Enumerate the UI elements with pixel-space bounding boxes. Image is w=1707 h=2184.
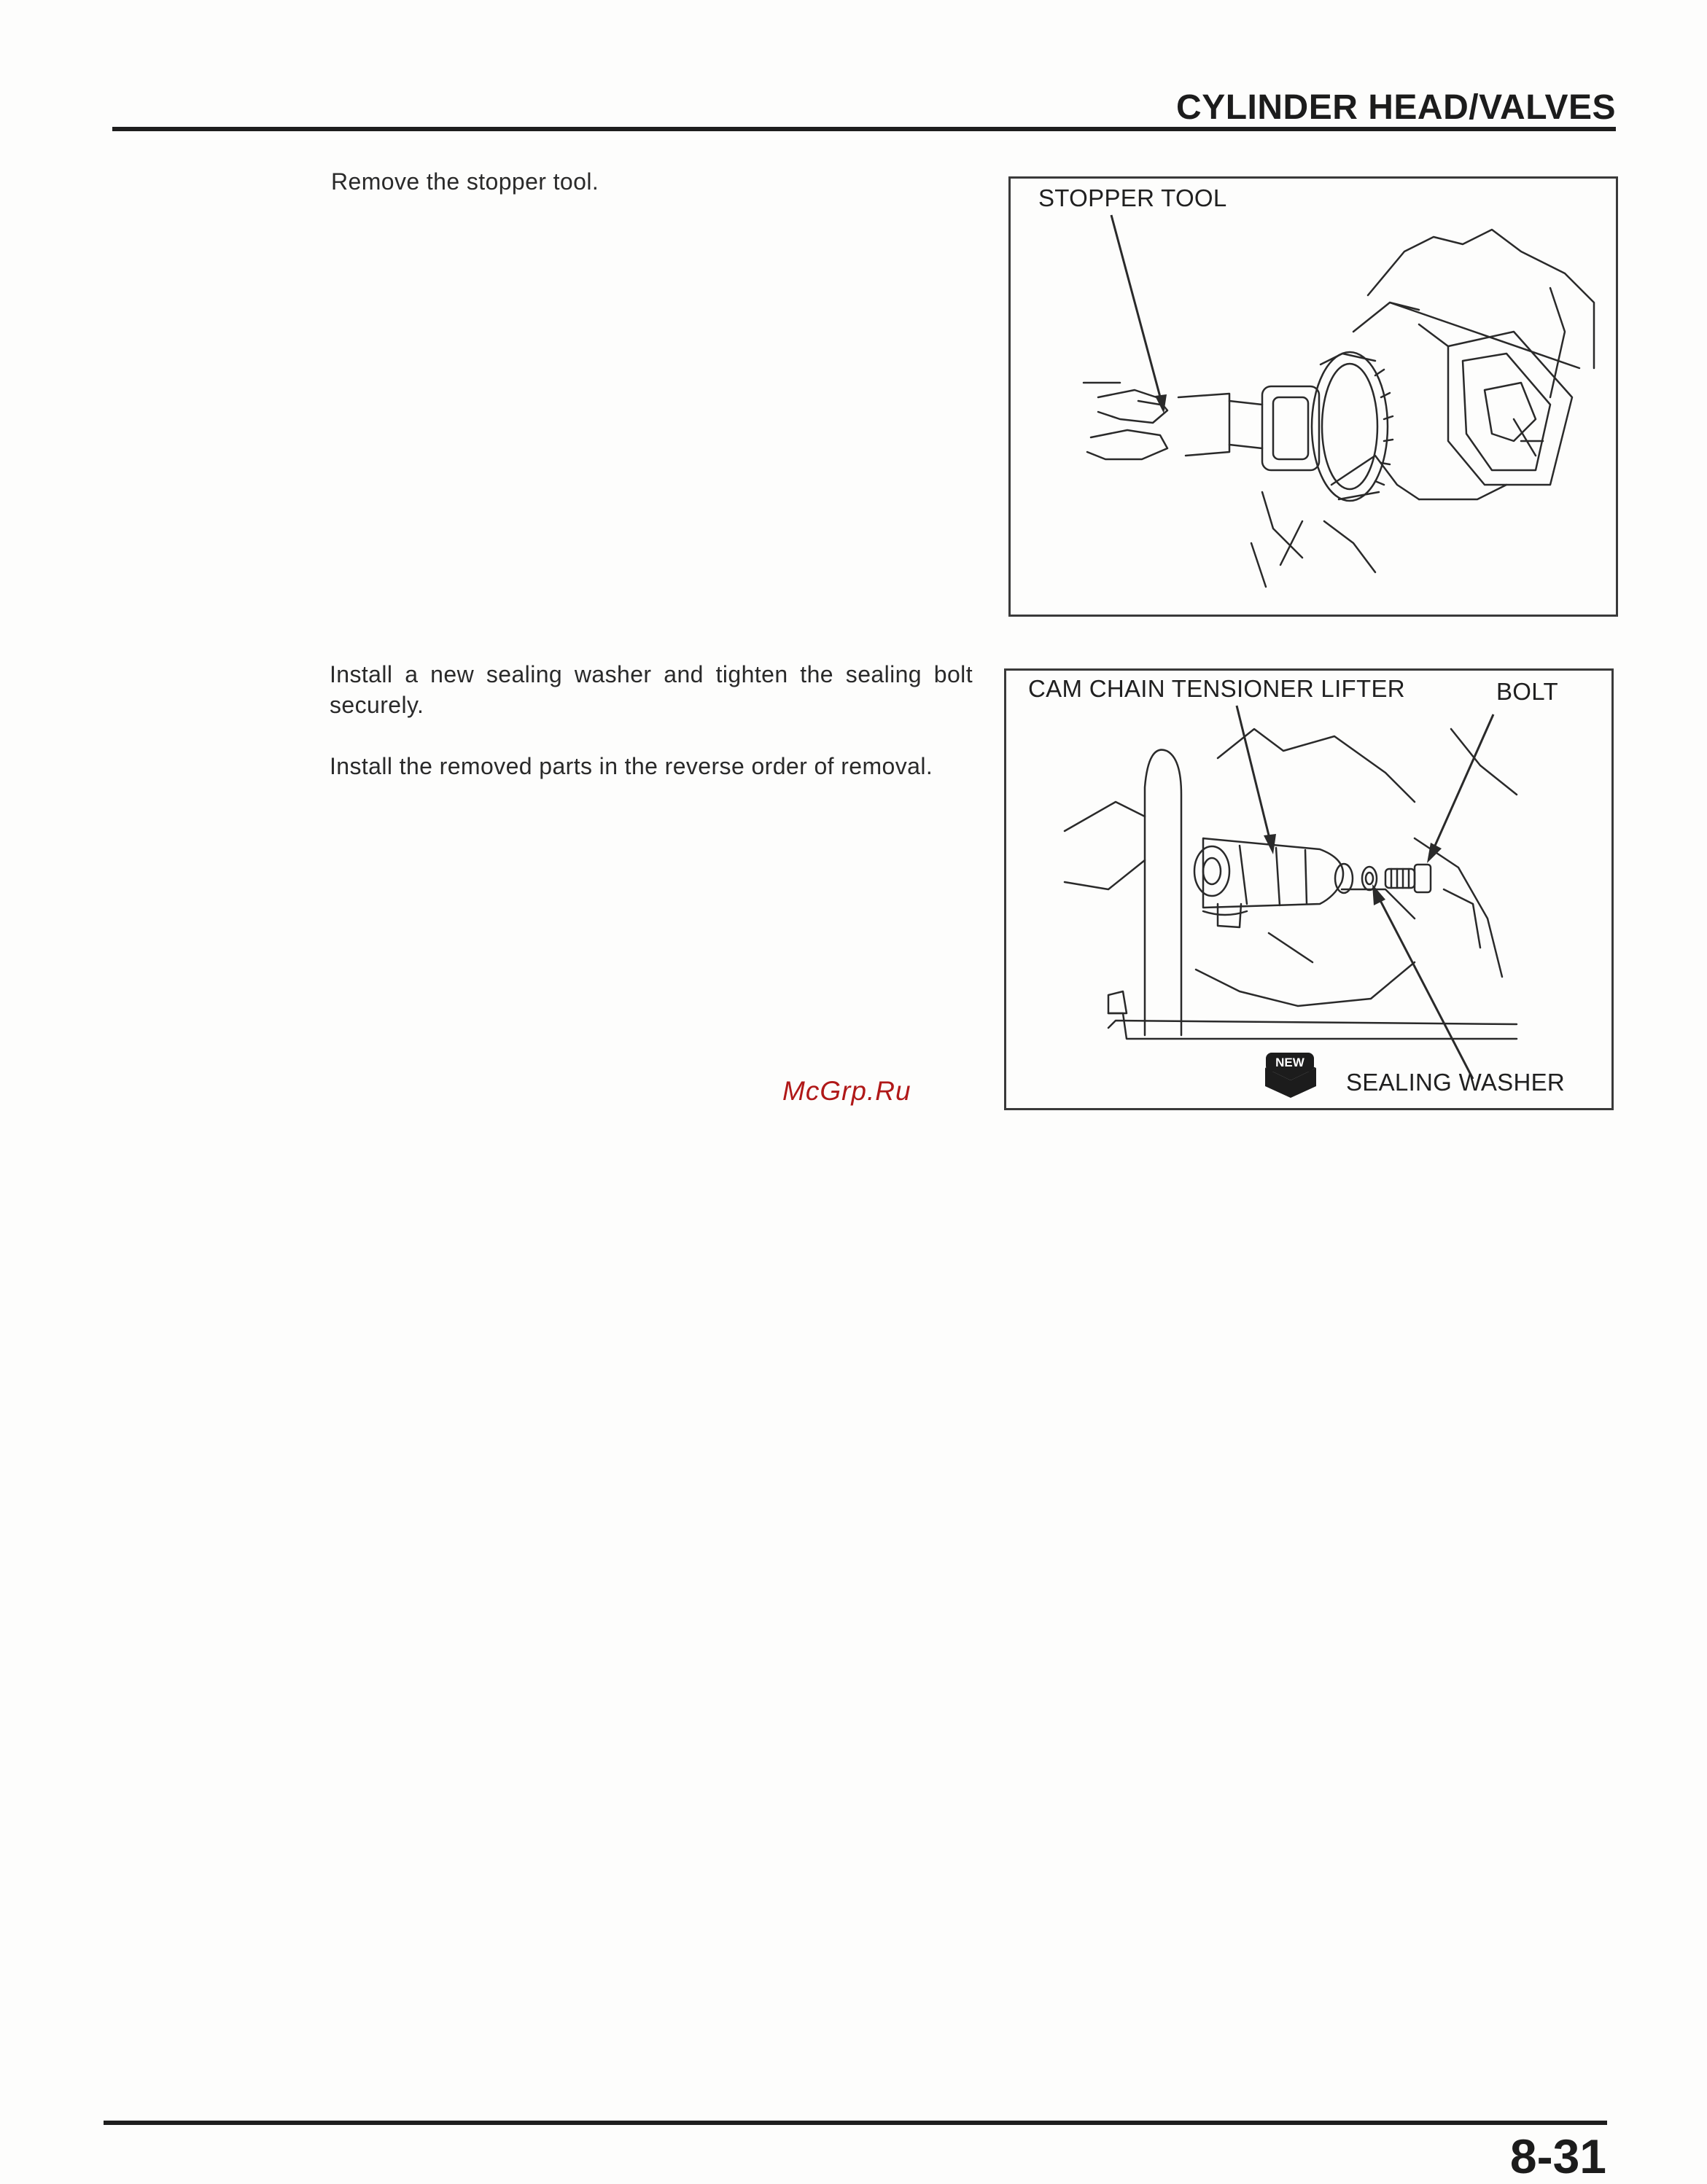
instruction-remove-stopper-tool: Remove the stopper tool. [331, 168, 599, 195]
page-number: 8-31 [1509, 2129, 1606, 2183]
instruction-install-sealing-washer: Install a new sealing washer and tighten the sealing bolt securely. [330, 661, 973, 718]
figure-cam-chain-tensioner [1004, 668, 1614, 1110]
callout-stopper-tool: STOPPER TOOL [1038, 184, 1227, 211]
header-rule [112, 127, 1616, 131]
instruction-reassemble: Install the removed parts in the reverse order of removal. [330, 753, 933, 779]
callout-bolt: BOLT [1496, 678, 1558, 705]
svg-text:NEW: NEW [1275, 1056, 1304, 1069]
tensioner-lifter-illustration [1006, 671, 1611, 1108]
section-title: CYLINDER HEAD/VALVES [1176, 88, 1616, 127]
watermark-text: McGrp.Ru [782, 1076, 911, 1106]
footer-rule [104, 2121, 1607, 2125]
new-part-icon [1265, 1053, 1316, 1098]
callout-cam-chain-tensioner-lifter: CAM CHAIN TENSIONER LIFTER [1028, 675, 1405, 702]
callout-sealing-washer: SEALING WASHER [1346, 1069, 1566, 1096]
stopper-tool-illustration [1011, 179, 1616, 615]
figure-stopper-tool [1008, 176, 1618, 617]
